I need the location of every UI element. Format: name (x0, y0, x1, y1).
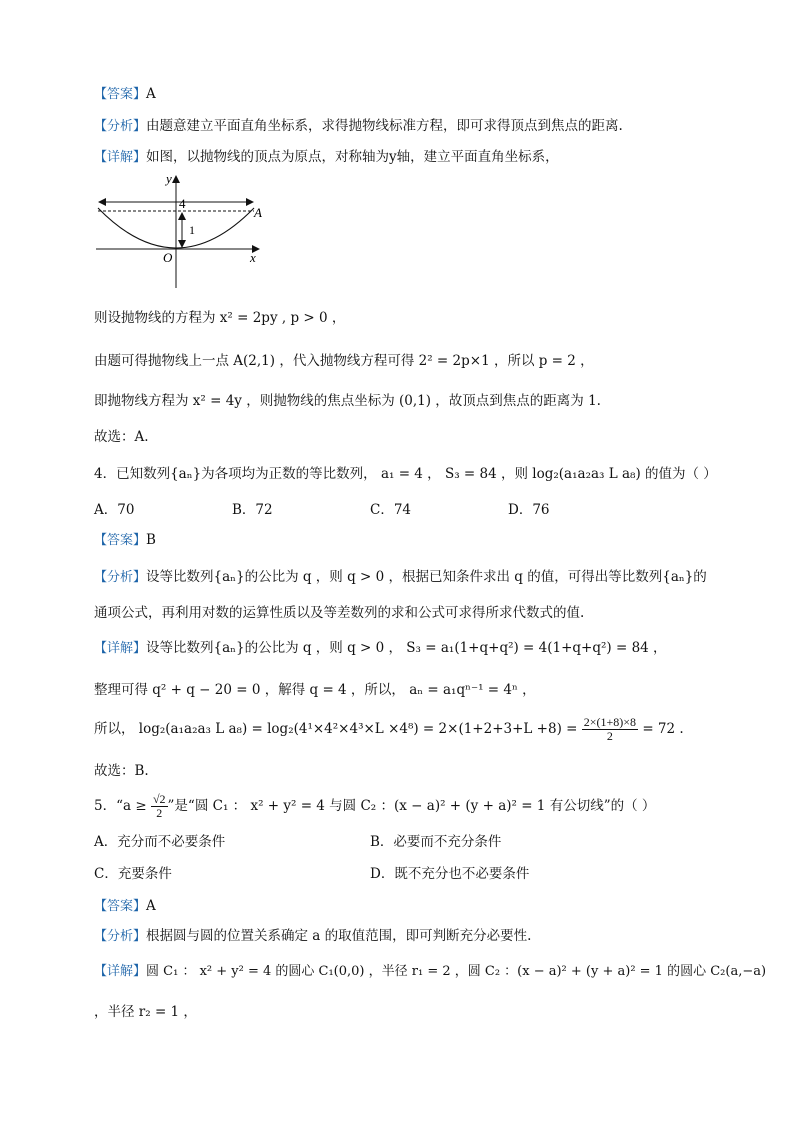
q3-line3: 即抛物线方程为 x² = 4y ，则抛物线的焦点坐标为 (0,1) ，故顶点到焦点的距离为 1. (94, 393, 601, 409)
q3-line1: 则设抛物线的方程为 x² = 2py , p > 0 ， (94, 310, 346, 326)
width-label: 4 (179, 196, 186, 211)
detail-tag: 【详解】 (94, 964, 147, 979)
q5-answer-line (94, 896, 156, 917)
analysis-tag: 【分析】 (94, 570, 147, 585)
q3-analysis-line (94, 116, 623, 137)
analysis-text: 根据圆与圆的位置关系确定 a 的取值范围，即可判断充分必要性. (146, 928, 532, 944)
q4-detail-line3 (94, 716, 684, 743)
q3-detail-line (94, 147, 559, 168)
q3-answer-line (94, 84, 156, 105)
q5-stem (94, 793, 655, 820)
answer-value: B (146, 532, 156, 548)
answer-value: A (146, 898, 156, 914)
answer-tag: 【答案】 (94, 899, 147, 914)
fraction-denominator: 2 (156, 806, 163, 820)
analysis-text: 由题意建立平面直角坐标系，求得抛物线标准方程，即可求得顶点到焦点的距离. (146, 118, 623, 134)
answer-tag: 【答案】 (94, 533, 147, 548)
q5-detail-line2: ，半径 r₂ = 1 ， (94, 1004, 197, 1020)
q5-stem-post: ”是“圆 C₁ ： x² + y² = 4 与圆 C₂ ：(x − a)² + (y + a)² = 1 有公切线”的（ ） (167, 798, 656, 814)
y-axis-label: y (166, 171, 172, 186)
point-a-label: A (254, 205, 262, 220)
detail3-post: = 72 . (638, 721, 684, 737)
q4-detail-line1 (94, 638, 667, 659)
q4-stem: 4．已知数列{aₙ}为各项均为正数的等比数列， a₁ = 4 ， S₃ = 84 ，则 log₂(a₁a₂a₃ L a₈) 的值为（ ） (94, 466, 717, 482)
q5-option-c: C．充要条件 (94, 866, 172, 882)
q4-answer-line (94, 530, 156, 551)
q4-analysis-line1 (94, 567, 707, 588)
q3-line2: 由题可得抛物线上一点 A(2,1) ，代入抛物线方程可得 2² = 2p×1 ，所以 p = 2 ， (94, 353, 594, 369)
detail-tag: 【详解】 (94, 641, 147, 656)
fraction-numerator: 2×(1+8)×8 (583, 715, 637, 729)
q3-choose: 故选：A. (94, 429, 149, 445)
q5-option-a: A．充分而不必要条件 (94, 834, 226, 850)
x-axis-label: x (250, 250, 256, 265)
q5-option-d: D．既不充分也不必要条件 (370, 866, 530, 882)
q4-analysis-line2: 通项公式，再利用对数的运算性质以及等差数列的求和公式可求得所求代数式的值. (94, 605, 585, 621)
parabola-figure (94, 170, 274, 292)
q5-detail-line1 (94, 962, 766, 982)
q5-analysis-line (94, 926, 531, 947)
fraction-denominator: 2 (606, 729, 613, 743)
analysis-text: 设等比数列{aₙ}的公比为 q ，则 q > 0 ，根据已知条件求出 q 的值，可得出等比数列{aₙ}的 (146, 569, 707, 585)
origin-label: O (163, 250, 173, 265)
detail-text: 圆 C₁ ： x² + y² = 4 的圆心 C₁(0,0) ，半径 r₁ = 2 ，圆 C₂ ：(x − a)² + (y + a)² = 1 的圆心 C₂(a,−a) (146, 964, 767, 979)
detail3-pre: 所以， log₂(a₁a₂a₃ L a₈) = log₂(4¹×4²×4³×L ×4⁸) = 2×(1+2+3+L +8) = (94, 721, 582, 737)
q4-option-c: C．74 (370, 502, 412, 518)
detail3-fraction (582, 716, 638, 743)
q4-choose: 故选：B. (94, 763, 149, 779)
height-label: 1 (189, 223, 195, 237)
q4-option-a: A．70 (94, 502, 135, 518)
analysis-tag: 【分析】 (94, 119, 147, 134)
q5-option-b: B．必要而不充分条件 (370, 834, 502, 850)
detail-text: 设等比数列{aₙ}的公比为 q ，则 q > 0 ， S₃ = a₁(1+q+q²) = 4(1+q+q²) = 84 ， (146, 640, 667, 656)
q4-option-d: D．76 (508, 502, 550, 518)
detail-tag: 【详解】 (94, 150, 147, 165)
q4-option-b: B．72 (232, 502, 273, 518)
q4-detail-line2: 整理可得 q² + q − 20 = 0 ，解得 q = 4 ，所以， aₙ = a₁qⁿ⁻¹ = 4ⁿ ， (94, 682, 536, 698)
q5-stem-pre: 5．“a ≥ (94, 798, 151, 814)
answer-value: A (146, 86, 156, 102)
answer-tag: 【答案】 (94, 87, 147, 102)
analysis-tag: 【分析】 (94, 929, 147, 944)
detail-text: 如图，以抛物线的顶点为原点，对称轴为y轴，建立平面直角坐标系， (146, 149, 559, 165)
fraction-numerator: √2 (152, 792, 166, 806)
q5-stem-fraction (151, 793, 168, 820)
